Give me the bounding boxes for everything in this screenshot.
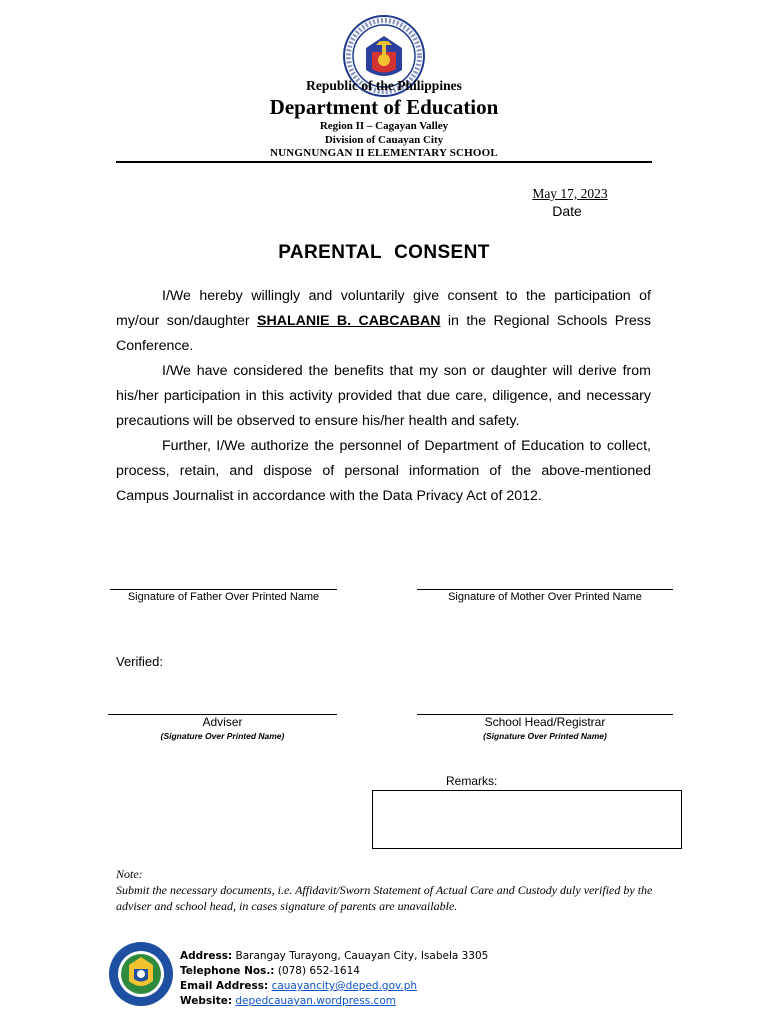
note-heading: Note: — [116, 867, 143, 881]
footer-address — [180, 950, 488, 962]
father-signature-line[interactable] — [110, 589, 337, 590]
footer-email — [180, 980, 417, 992]
date-label: Date — [552, 203, 582, 219]
student-name: SHALANIE B. CABCABAN — [257, 313, 441, 329]
footer-website — [180, 995, 396, 1007]
header-divider — [116, 161, 652, 163]
title-word-1: PARENTAL — [278, 242, 383, 263]
telephone-label: Telephone Nos.: — [180, 965, 275, 977]
email-link[interactable]: cauayancity@deped.gov.ph — [271, 980, 418, 992]
republic-heading: Republic of the Philippines — [306, 78, 462, 93]
note-block — [116, 866, 676, 914]
remarks-box[interactable] — [372, 790, 682, 849]
paragraph-2-text: I/We have considered the benefits that my son or daughter will derive from his/her participation in this activity provided that due care, diligence, and necessary precautions will be observed to ensure his/her health and safety. — [116, 363, 651, 429]
document-title — [0, 242, 768, 264]
adviser-signature-sub: (Signature Over Printed Name) — [160, 731, 285, 741]
consent-paragraph-3 — [116, 434, 651, 509]
website-link[interactable]: depedcauayan.wordpress.com — [235, 995, 396, 1007]
remarks-label: Remarks: — [446, 774, 498, 788]
mother-signature-line[interactable] — [417, 589, 673, 590]
address-label: Address: — [180, 950, 233, 962]
paragraph-1-text-a: I/We hereby willingly and voluntarily give consent to the participation of my/our son/daughter — [116, 288, 651, 329]
mother-signature-label: Signature of Mother Over Printed Name — [448, 591, 642, 603]
father-signature-label: Signature of Father Over Printed Name — [127, 591, 320, 603]
adviser-label: Adviser — [202, 715, 243, 729]
department-heading: Department of Education — [269, 95, 499, 119]
website-label: Website: — [180, 995, 233, 1007]
address-value: Barangay Turayong, Cauayan City, Isabela 3305 — [232, 950, 489, 962]
paragraph-1-text-b: in the Regional Schools Press Conference. — [116, 313, 651, 354]
school-head-signature-sub: (Signature Over Printed Name) — [483, 731, 607, 741]
school-name: NUNGNUNGAN II ELEMENTARY SCHOOL — [270, 147, 498, 159]
footer-telephone — [180, 965, 360, 977]
note-text: Submit the necessary documents, i.e. Affidavit/Sworn Statement of Actual Care and Custody duly verified by the adviser and school head, in cases signature of parents are unavailable. — [116, 883, 653, 913]
school-head-label: School Head/Registrar — [484, 715, 606, 729]
telephone-value: (078) 652-1614 — [274, 965, 360, 977]
schools-division-seal-icon — [108, 941, 174, 1007]
division-line: Division of Cauayan City — [324, 134, 444, 146]
region-line: Region II – Cagayan Valley — [319, 120, 449, 132]
email-label: Email Address: — [180, 980, 269, 992]
paragraph-3-text: Further, I/We authorize the personnel of Department of Education to collect, process, retain, and dispose of personal information of the above-mentioned Campus Journalist in accordance with the Data Privacy Act of 2012. — [116, 438, 651, 504]
consent-paragraph-2 — [116, 359, 651, 434]
consent-paragraph-1 — [116, 284, 651, 359]
title-word-2: CONSENT — [394, 242, 490, 263]
date-value: May 17, 2023 — [532, 186, 608, 201]
verified-label: Verified: — [116, 654, 163, 669]
